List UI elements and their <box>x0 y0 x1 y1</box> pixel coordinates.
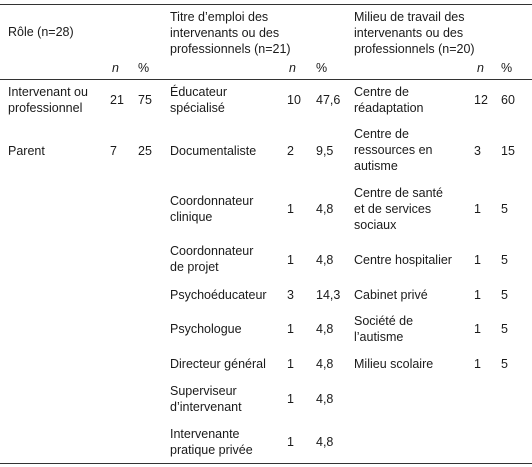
workplace-label-line1: Centre de santé <box>354 186 443 200</box>
workplace-label-line2: et de services <box>354 202 432 216</box>
workplace-pct: 5 <box>501 357 508 371</box>
workplace-pct: 60 <box>501 93 515 107</box>
job-pct: 9,5 <box>316 144 334 158</box>
job-pct: 14,3 <box>316 288 341 302</box>
job-pct: 4,8 <box>316 202 334 216</box>
job-n: 1 <box>287 435 294 449</box>
workplace-pct: 5 <box>501 253 508 267</box>
job-pct: 4,8 <box>316 357 334 371</box>
job-n: 3 <box>287 288 294 302</box>
role-label-line1: Intervenant ou <box>8 85 88 99</box>
workplace-pct: 5 <box>501 322 508 336</box>
workplace-pct: 5 <box>501 288 508 302</box>
job-n: 1 <box>287 392 294 406</box>
job-label: Documentaliste <box>170 144 257 158</box>
workplace-pct: 5 <box>501 202 508 216</box>
workplace-label: Centre hospitalier <box>354 253 452 267</box>
workplace-n: 12 <box>474 93 488 107</box>
role-pct: 25 <box>138 144 152 158</box>
subheader-job-n: n <box>289 61 296 75</box>
workplace-label-line3: autisme <box>354 159 398 173</box>
role-n: 7 <box>110 144 117 158</box>
role-pct: 75 <box>138 93 152 107</box>
job-label-line2: clinique <box>170 210 213 224</box>
header-rule <box>0 79 532 80</box>
header-job-title-line1: Titre d’emploi des <box>170 10 269 24</box>
job-label-line2: pratique privée <box>170 443 253 457</box>
workplace-pct: 15 <box>501 144 515 158</box>
workplace-label-line1: Société de <box>354 314 414 328</box>
header-role: Rôle (n=28) <box>8 25 74 39</box>
workplace-label-line1: Centre de <box>354 85 409 99</box>
workplace-n: 1 <box>474 202 481 216</box>
top-rule <box>0 4 532 5</box>
job-label-line1: Coordonnateur <box>170 194 254 208</box>
header-workplace-line3: professionnels (n=20) <box>354 42 475 56</box>
subheader-job-pct: % <box>316 61 328 75</box>
job-n: 2 <box>287 144 294 158</box>
subheader-work-n: n <box>477 61 484 75</box>
subheader-role-n: n <box>112 61 119 75</box>
job-label: Directeur général <box>170 357 266 371</box>
job-label-line1: Intervenante <box>170 427 240 441</box>
job-label-line2: d’intervenant <box>170 400 242 414</box>
header-job-title-line2: intervenants ou des <box>170 26 280 40</box>
job-label: Psychoéducateur <box>170 288 267 302</box>
job-n: 1 <box>287 202 294 216</box>
header-job-title-line3: professionnels (n=21) <box>170 42 291 56</box>
bottom-rule <box>0 463 532 464</box>
job-label-line1: Coordonnateur <box>170 244 254 258</box>
workplace-label-line2: l’autisme <box>354 330 404 344</box>
job-pct: 4,8 <box>316 253 334 267</box>
job-label-line1: Superviseur <box>170 384 237 398</box>
header-workplace-line1: Milieu de travail des <box>354 10 465 24</box>
workplace-label: Cabinet privé <box>354 288 428 302</box>
role-label-line2: professionnel <box>8 101 83 115</box>
header-workplace-line2: intervenants ou des <box>354 26 464 40</box>
job-label-line2: spécialisé <box>170 101 225 115</box>
workplace-label-line1: Centre de <box>354 127 409 141</box>
job-pct: 4,8 <box>316 392 334 406</box>
workplace-n: 1 <box>474 322 481 336</box>
job-n: 1 <box>287 253 294 267</box>
workplace-label-line2: ressources en <box>354 143 433 157</box>
job-label-line2: de projet <box>170 260 219 274</box>
workplace-label-line3: sociaux <box>354 218 397 232</box>
subheader-role-pct: % <box>138 61 150 75</box>
job-pct: 4,8 <box>316 435 334 449</box>
job-pct: 4,8 <box>316 322 334 336</box>
workplace-n: 1 <box>474 288 481 302</box>
workplace-n: 1 <box>474 253 481 267</box>
job-n: 10 <box>287 93 301 107</box>
job-n: 1 <box>287 322 294 336</box>
job-label: Psychologue <box>170 322 242 336</box>
workplace-n: 3 <box>474 144 481 158</box>
job-label-line1: Éducateur <box>170 85 227 99</box>
job-pct: 47,6 <box>316 93 341 107</box>
subheader-work-pct: % <box>501 61 513 75</box>
role-label: Parent <box>8 144 45 158</box>
workplace-label: Milieu scolaire <box>354 357 434 371</box>
job-n: 1 <box>287 357 294 371</box>
workplace-n: 1 <box>474 357 481 371</box>
workplace-label-line2: réadaptation <box>354 101 424 115</box>
role-n: 21 <box>110 93 124 107</box>
